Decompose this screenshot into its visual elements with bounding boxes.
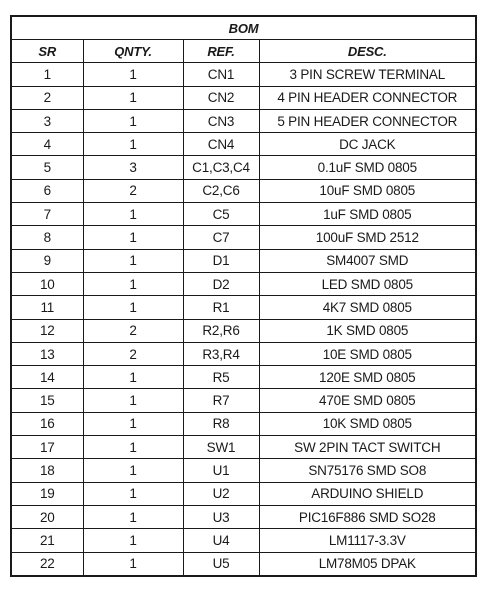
cell-qnty: 1 [83, 226, 183, 249]
cell-sr: 6 [11, 179, 83, 202]
cell-ref: U2 [183, 482, 259, 505]
cell-ref: C7 [183, 226, 259, 249]
cell-desc: 10K SMD 0805 [259, 412, 476, 435]
cell-desc: SN75176 SMD SO8 [259, 459, 476, 482]
cell-desc: SM4007 SMD [259, 249, 476, 272]
cell-sr: 12 [11, 319, 83, 342]
cell-sr: 10 [11, 272, 83, 295]
cell-desc: PIC16F886 SMD SO28 [259, 505, 476, 528]
column-header-desc: DESC. [259, 40, 476, 63]
cell-ref: R2,R6 [183, 319, 259, 342]
cell-sr: 5 [11, 156, 83, 179]
cell-desc: 3 PIN SCREW TERMINAL [259, 63, 476, 86]
table-row [11, 505, 476, 528]
cell-sr: 7 [11, 203, 83, 226]
cell-sr: 8 [11, 226, 83, 249]
cell-desc: 100uF SMD 2512 [259, 226, 476, 249]
cell-ref: C2,C6 [183, 179, 259, 202]
cell-sr: 22 [11, 552, 83, 576]
table-row [11, 133, 476, 156]
cell-ref: CN4 [183, 133, 259, 156]
cell-ref: SW1 [183, 436, 259, 459]
cell-sr: 9 [11, 249, 83, 272]
table-row [11, 459, 476, 482]
cell-qnty: 1 [83, 133, 183, 156]
cell-ref: D2 [183, 272, 259, 295]
cell-sr: 1 [11, 63, 83, 86]
cell-ref: U5 [183, 552, 259, 576]
cell-sr: 16 [11, 412, 83, 435]
cell-ref: CN1 [183, 63, 259, 86]
table-title: BOM [11, 16, 476, 40]
cell-ref: D1 [183, 249, 259, 272]
cell-ref: CN3 [183, 109, 259, 132]
cell-sr: 17 [11, 436, 83, 459]
cell-desc: LM78M05 DPAK [259, 552, 476, 576]
cell-qnty: 1 [83, 272, 183, 295]
cell-ref: U1 [183, 459, 259, 482]
cell-qnty: 1 [83, 366, 183, 389]
cell-qnty: 1 [83, 86, 183, 109]
cell-ref: R8 [183, 412, 259, 435]
cell-qnty: 3 [83, 156, 183, 179]
cell-qnty: 1 [83, 249, 183, 272]
table-row [11, 203, 476, 226]
cell-qnty: 2 [83, 179, 183, 202]
table-row [11, 436, 476, 459]
cell-desc: 4K7 SMD 0805 [259, 296, 476, 319]
cell-sr: 13 [11, 342, 83, 365]
table-row [11, 249, 476, 272]
table-row [11, 156, 476, 179]
cell-desc: 10E SMD 0805 [259, 342, 476, 365]
cell-sr: 4 [11, 133, 83, 156]
cell-sr: 15 [11, 389, 83, 412]
table-row [11, 342, 476, 365]
table-row [11, 389, 476, 412]
table-row [11, 63, 476, 86]
cell-ref: C1,C3,C4 [183, 156, 259, 179]
table-row [11, 226, 476, 249]
cell-qnty: 1 [83, 296, 183, 319]
cell-ref: R3,R4 [183, 342, 259, 365]
cell-sr: 3 [11, 109, 83, 132]
cell-qnty: 1 [83, 389, 183, 412]
cell-qnty: 1 [83, 505, 183, 528]
table-row [11, 272, 476, 295]
table-row [11, 179, 476, 202]
cell-qnty: 1 [83, 552, 183, 576]
cell-qnty: 2 [83, 342, 183, 365]
cell-desc: 10uF SMD 0805 [259, 179, 476, 202]
cell-qnty: 1 [83, 459, 183, 482]
cell-desc: SW 2PIN TACT SWITCH [259, 436, 476, 459]
cell-desc: DC JACK [259, 133, 476, 156]
cell-desc: 1K SMD 0805 [259, 319, 476, 342]
header-row [11, 40, 476, 63]
cell-sr: 20 [11, 505, 83, 528]
table-row [11, 109, 476, 132]
cell-ref: R5 [183, 366, 259, 389]
cell-desc: 0.1uF SMD 0805 [259, 156, 476, 179]
column-header-ref: REF. [183, 40, 259, 63]
cell-qnty: 1 [83, 529, 183, 552]
table-row [11, 412, 476, 435]
cell-desc: 4 PIN HEADER CONNECTOR [259, 86, 476, 109]
cell-ref: R1 [183, 296, 259, 319]
title-row [11, 16, 476, 40]
cell-qnty: 1 [83, 203, 183, 226]
cell-desc: LED SMD 0805 [259, 272, 476, 295]
cell-qnty: 1 [83, 436, 183, 459]
cell-ref: U4 [183, 529, 259, 552]
cell-sr: 19 [11, 482, 83, 505]
cell-qnty: 1 [83, 63, 183, 86]
cell-sr: 18 [11, 459, 83, 482]
table-row [11, 366, 476, 389]
cell-qnty: 1 [83, 412, 183, 435]
cell-desc: 5 PIN HEADER CONNECTOR [259, 109, 476, 132]
cell-desc: 120E SMD 0805 [259, 366, 476, 389]
cell-desc: 470E SMD 0805 [259, 389, 476, 412]
cell-desc: ARDUINO SHIELD [259, 482, 476, 505]
cell-ref: U3 [183, 505, 259, 528]
cell-qnty: 1 [83, 482, 183, 505]
table-body [11, 63, 476, 576]
table-row [11, 319, 476, 342]
cell-sr: 11 [11, 296, 83, 319]
table-row [11, 529, 476, 552]
cell-ref: CN2 [183, 86, 259, 109]
cell-desc: LM1117-3.3V [259, 529, 476, 552]
cell-sr: 21 [11, 529, 83, 552]
table-row [11, 296, 476, 319]
table-row [11, 552, 476, 576]
cell-desc: 1uF SMD 0805 [259, 203, 476, 226]
table-row [11, 482, 476, 505]
cell-qnty: 1 [83, 109, 183, 132]
cell-sr: 2 [11, 86, 83, 109]
cell-ref: C5 [183, 203, 259, 226]
cell-qnty: 2 [83, 319, 183, 342]
cell-sr: 14 [11, 366, 83, 389]
bom-table [10, 15, 477, 577]
column-header-qnty: QNTY. [83, 40, 183, 63]
table-row [11, 86, 476, 109]
cell-ref: R7 [183, 389, 259, 412]
column-header-sr: SR [11, 40, 83, 63]
